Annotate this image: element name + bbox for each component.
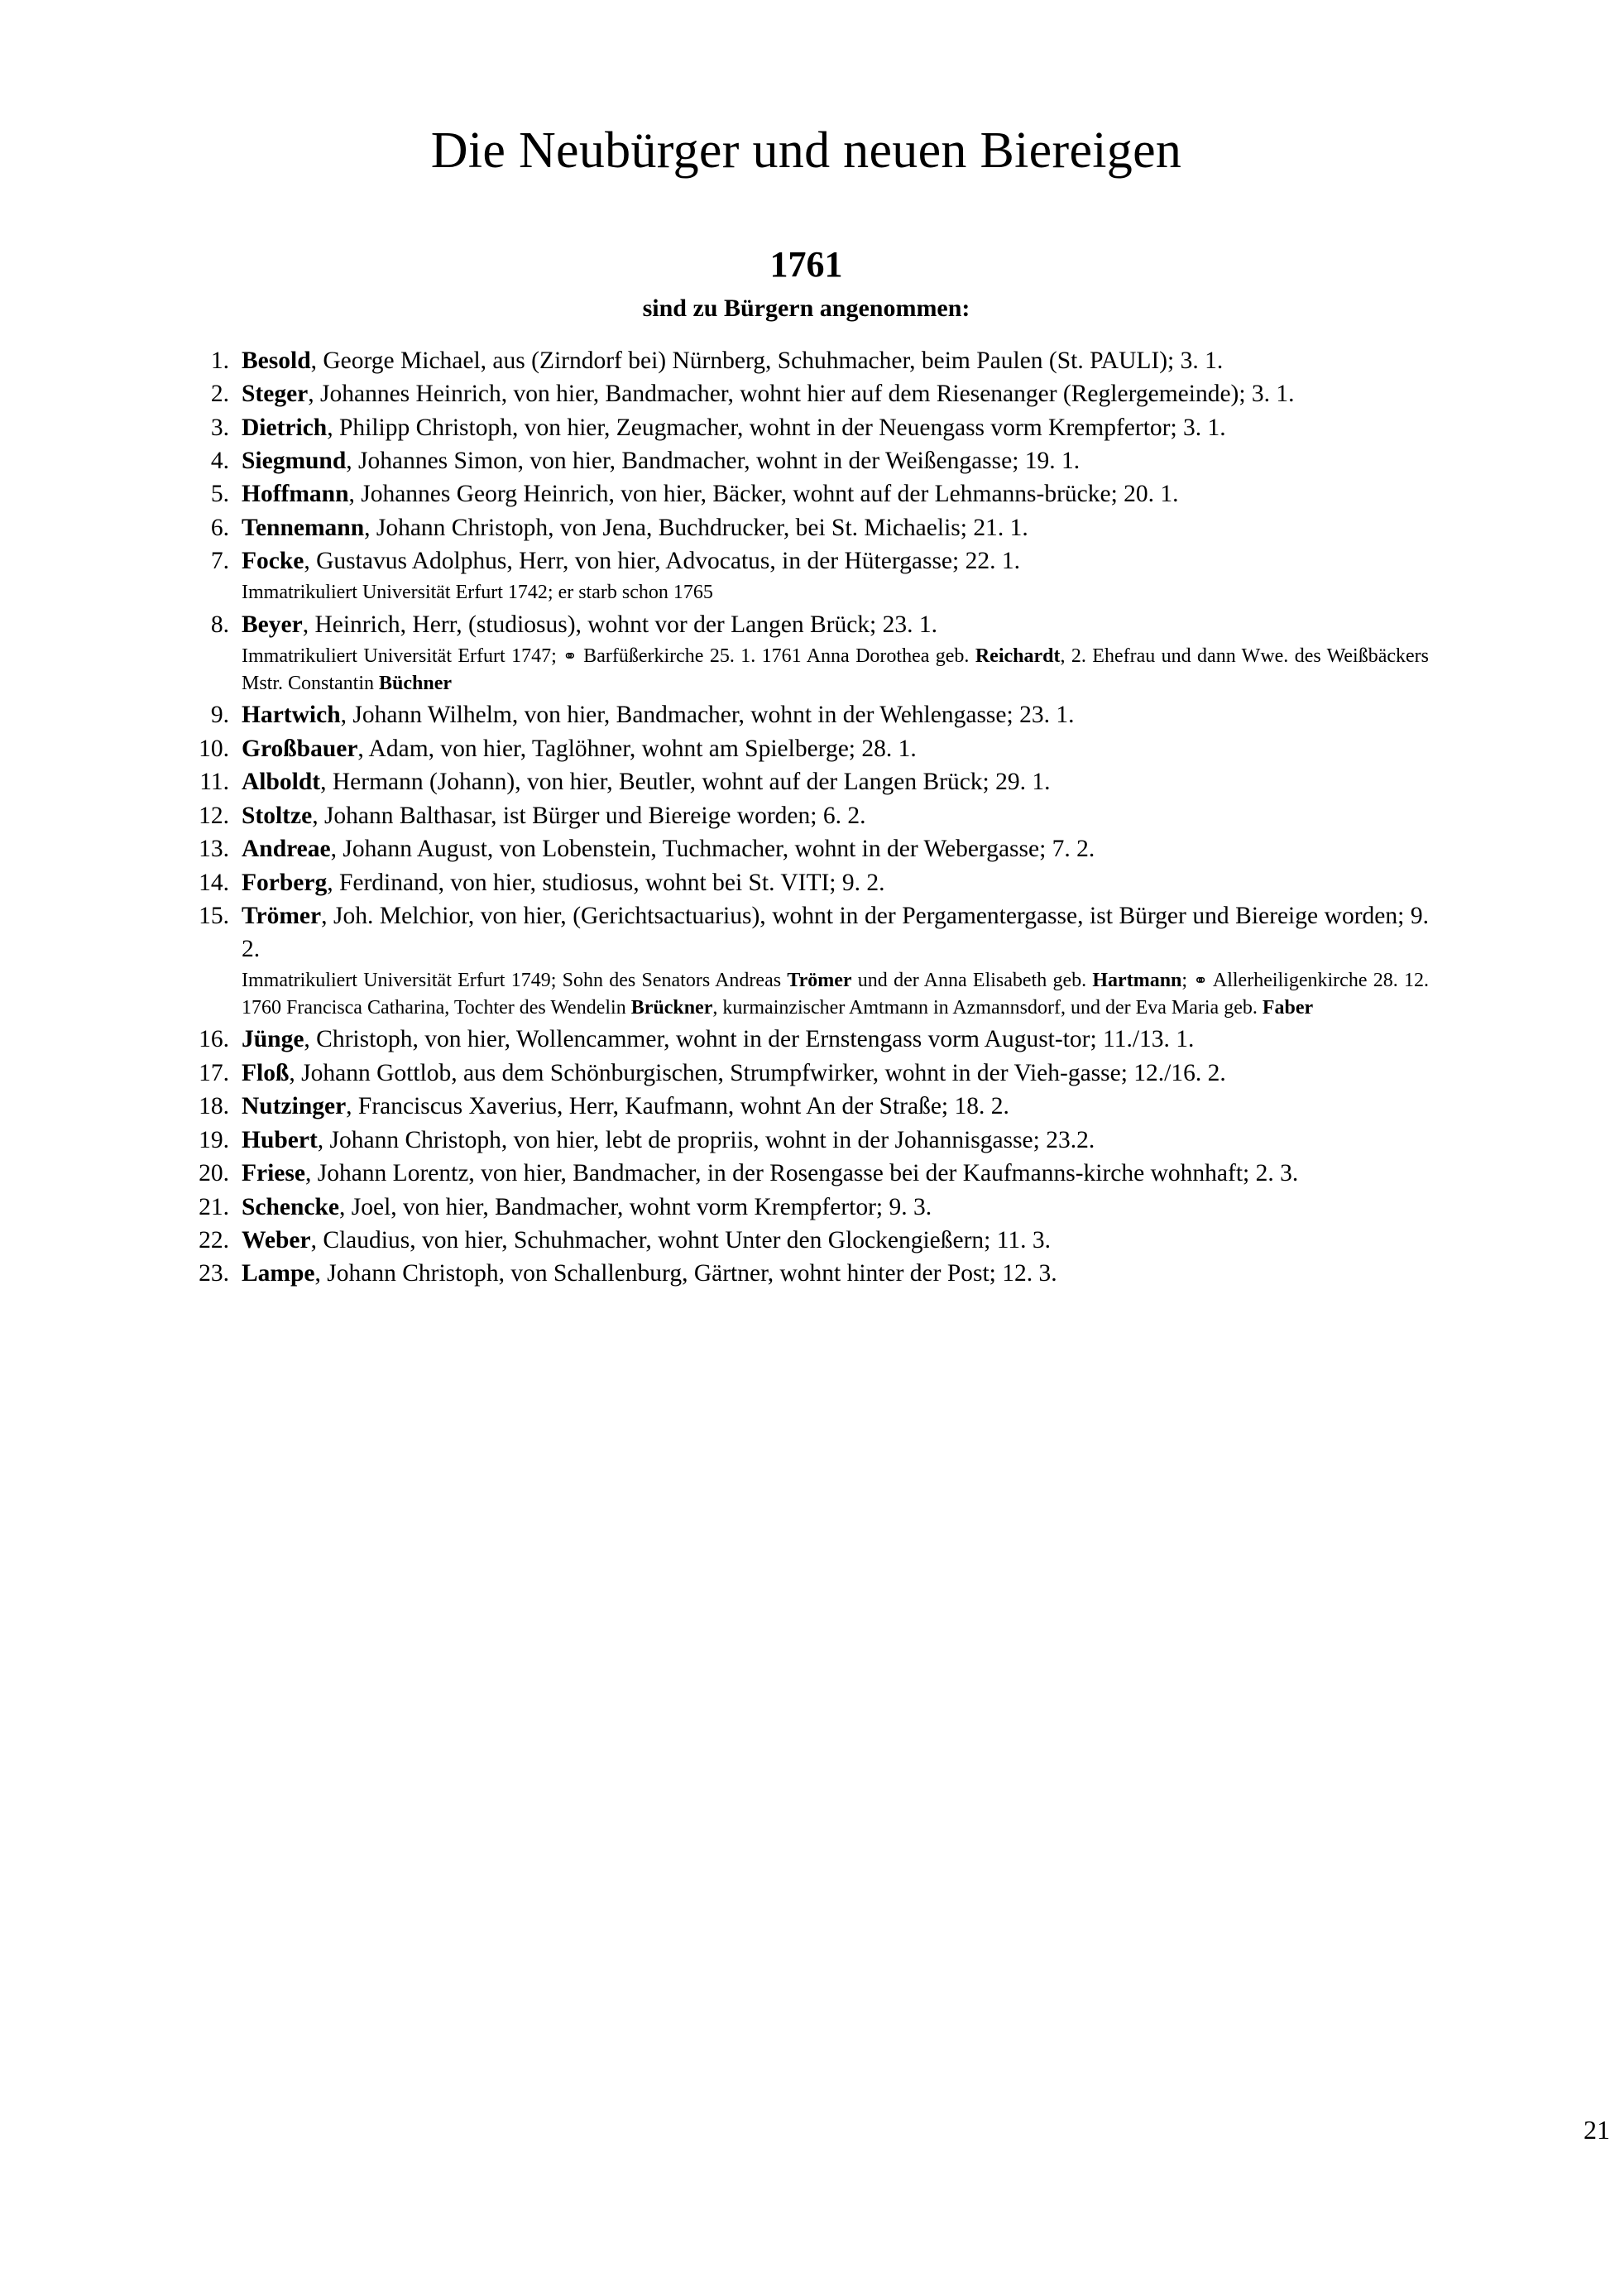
entry-number: 20. (199, 1160, 229, 1187)
entry-surname: Forberg (242, 869, 328, 896)
entry-number: 23. (199, 1260, 229, 1287)
list-item (184, 512, 1429, 545)
entry-details: , Johann Gottlob, aus dem Schönburgischen, Strumpfwirker, wohnt in der Vieh-gasse; 12./16. 2. (289, 1059, 1226, 1086)
list-item (184, 867, 1429, 900)
entry-number: 2. (210, 381, 229, 408)
entry-surname: Stoltze (242, 802, 313, 829)
list-item (184, 1023, 1429, 1057)
entry-surname: Hoffmann (242, 481, 349, 508)
entry-details: , Johann Lorentz, von hier, Bandmacher, in der Rosengasse bei der Kaufmanns-kirche wohnhaft; 2. 3. (304, 1160, 1299, 1187)
list-item (184, 1225, 1429, 1258)
entry-details: , Claudius, von hier, Schuhmacher, wohnt Unter den Glockengießern; 11. 3. (310, 1227, 1052, 1254)
entry-number: 7. (210, 548, 229, 575)
list-item (184, 900, 1429, 1021)
entry-surname: Jünge (242, 1026, 304, 1053)
list-item (184, 609, 1429, 697)
entry-number: 1. (210, 347, 229, 374)
entry-number: 11. (199, 769, 229, 796)
list-item (184, 1124, 1429, 1158)
entry-details: , Christoph, von hier, Wollencammer, wohnt in der Ernstengass vorm August-tor; 11./13. 1. (304, 1026, 1195, 1053)
list-item (184, 478, 1429, 511)
list-item (184, 766, 1429, 799)
list-item (184, 1057, 1429, 1090)
entry-surname: Floß (242, 1059, 290, 1086)
entry-surname: Alboldt (242, 769, 321, 796)
entry-number: 6. (210, 514, 229, 541)
entry-details: , Johann Christoph, von Jena, Buchdrucker, bei St. Michaelis; 21. 1. (364, 514, 1028, 541)
entry-annotation: Immatrikuliert Universität Erfurt 1749; Sohn des Senators Andreas Trömer und der Anna Elisabeth geb. Hartmann; ⚭ Allerheiligenkirche 28. 12. 1760 Francisca Catharina, Tochter des Wendelin Brückner, kurmainzischer Amtmann in Azmannsdorf, und der Eva Maria geb. Faber (242, 969, 1429, 1019)
entry-details: , Franciscus Xaverius, Herr, Kaufmann, wohnt An der Straße; 18. 2. (346, 1093, 1009, 1120)
entry-details: , Johann Wilhelm, von hier, Bandmacher, wohnt in der Wehlengasse; 23. 1. (340, 702, 1075, 729)
list-item (184, 1258, 1429, 1291)
entry-text (242, 545, 1429, 578)
entry-text (242, 1191, 1429, 1225)
entry-text (242, 412, 1429, 445)
entry-surname: Lampe (242, 1260, 315, 1287)
entry-surname: Hartwich (242, 702, 341, 729)
entry-details: , Heinrich, Herr, (studiosus), wohnt vor der Langen Brück; 23. 1. (302, 611, 938, 638)
entry-number: 5. (210, 481, 229, 508)
entry-surname: Steger (242, 381, 309, 408)
entry-number: 12. (199, 802, 229, 829)
entry-text (242, 733, 1429, 766)
entry-text (242, 512, 1429, 545)
entry-details: , Johann Christoph, von hier, lebt de propriis, wohnt in der Johannisgasse; 23.2. (317, 1126, 1095, 1153)
entry-text (242, 1124, 1429, 1158)
entry-text (242, 609, 1429, 642)
entry-surname: Weber (242, 1227, 311, 1254)
entry-text (242, 699, 1429, 732)
entry-surname: Schencke (242, 1193, 339, 1220)
list-item (184, 412, 1429, 445)
list-item (184, 345, 1429, 378)
entry-details: , Johann August, von Lobenstein, Tuchmacher, wohnt in der Webergasse; 7. 2. (330, 836, 1095, 863)
entry-text (242, 900, 1429, 966)
entry-number: 19. (199, 1126, 229, 1153)
entry-surname: Siegmund (242, 447, 347, 474)
entry-text (242, 445, 1429, 478)
entry-text (242, 345, 1429, 378)
citizen-entry-list (184, 345, 1429, 1292)
entry-number: 17. (199, 1059, 229, 1086)
entry-details: , Johannes Georg Heinrich, von hier, Bäcker, wohnt auf der Lehmanns-brücke; 20. 1. (348, 481, 1179, 508)
entry-text (242, 766, 1429, 799)
entry-details: , Adam, von hier, Taglöhner, wohnt am Spielberge; 28. 1. (357, 735, 917, 762)
entry-number: 15. (199, 903, 229, 930)
entry-annotation: Immatrikuliert Universität Erfurt 1742; er starb schon 1765 (242, 582, 713, 604)
entry-surname: Trömer (242, 903, 322, 930)
list-item (184, 699, 1429, 732)
entry-surname: Tennemann (242, 514, 365, 541)
entry-text (242, 1225, 1429, 1258)
entry-details: , Philipp Christoph, von hier, Zeugmacher, wohnt in der Neuengass vorm Krempfertor; 3. 1. (327, 414, 1226, 441)
entry-surname: Hubert (242, 1126, 318, 1153)
entry-text (242, 378, 1429, 411)
list-item (184, 833, 1429, 866)
entry-surname: Beyer (242, 611, 303, 638)
entry-text (242, 1158, 1429, 1191)
entry-details: , Hermann (Johann), von hier, Beutler, wohnt auf der Langen Brück; 29. 1. (320, 769, 1051, 796)
list-item (184, 1191, 1429, 1225)
entry-number: 3. (210, 414, 229, 441)
entry-number: 16. (199, 1026, 229, 1053)
entry-text (242, 800, 1429, 833)
entry-details: , Johannes Simon, von hier, Bandmacher, wohnt in der Weißengasse; 19. 1. (346, 447, 1081, 474)
entry-details: , Johann Christoph, von Schallenburg, Gärtner, wohnt hinter der Post; 12. 3. (314, 1260, 1057, 1287)
entry-details: , Gustavus Adolphus, Herr, von hier, Advocatus, in der Hütergasse; 22. 1. (304, 548, 1020, 575)
entry-text (242, 1090, 1429, 1124)
entry-surname: Besold (242, 347, 311, 374)
entry-surname: Großbauer (242, 735, 358, 762)
entry-number: 8. (210, 611, 229, 638)
entry-text (242, 1023, 1429, 1057)
entry-surname: Focke (242, 548, 304, 575)
list-item (184, 733, 1429, 766)
year-subtitle: sind zu Bürgern angenommen: (642, 294, 970, 322)
entry-text (242, 1057, 1429, 1090)
entry-surname: Dietrich (242, 414, 328, 441)
entry-number: 22. (199, 1227, 229, 1254)
entry-text (242, 1258, 1429, 1291)
entry-surname: Friese (242, 1160, 305, 1187)
entry-number: 13. (199, 836, 229, 863)
list-item (184, 445, 1429, 478)
entry-surname: Andreae (242, 836, 331, 863)
entry-details: , Joel, von hier, Bandmacher, wohnt vorm Krempfertor; 9. 3. (339, 1193, 932, 1220)
list-item (184, 378, 1429, 411)
list-item (184, 1090, 1429, 1124)
year-section-header (184, 245, 1429, 323)
entry-surname: Nutzinger (242, 1093, 347, 1120)
list-item (184, 1158, 1429, 1191)
page-content (184, 0, 1429, 1292)
entry-number: 10. (199, 735, 229, 762)
list-item (184, 545, 1429, 606)
entry-text (242, 833, 1429, 866)
entry-number: 14. (199, 869, 229, 896)
entry-details: , George Michael, aus (Zirndorf bei) Nürnberg, Schuhmacher, beim Paulen (St. PAULI); 3. 1. (310, 347, 1224, 374)
entry-details: , Johannes Heinrich, von hier, Bandmacher, wohnt hier auf dem Riesenanger (Reglergemeinde); 3. 1. (308, 381, 1295, 408)
entry-number: 21. (199, 1193, 229, 1220)
entry-text (242, 867, 1429, 900)
entry-number: 9. (210, 702, 229, 729)
entry-number: 18. (199, 1093, 229, 1120)
list-item (184, 800, 1429, 833)
entry-number: 4. (210, 447, 229, 474)
page-number: 21 (1584, 2115, 1610, 2145)
entry-annotation: Immatrikuliert Universität Erfurt 1747; ⚭ Barfüßerkirche 25. 1. 1761 Anna Dorothea geb. Reichardt, 2. Ehefrau und dann Wwe. des Weißbäckers Mstr. Constantin Büchner (242, 645, 1429, 694)
entry-details: , Joh. Melchior, von hier, (Gerichtsactuarius), wohnt in der Pergamentergasse, ist Bürger und Biereige worden; 9. 2. (242, 903, 1429, 962)
entry-details: , Ferdinand, von hier, studiosus, wohnt bei St. VITI; 9. 2. (327, 869, 885, 896)
year-heading: 1761 (769, 244, 843, 285)
entry-text (242, 478, 1429, 511)
page-title: Die Neubürger und neuen Biereigen (430, 122, 1182, 179)
entry-details: , Johann Balthasar, ist Bürger und Biereige worden; 6. 2. (312, 802, 866, 829)
